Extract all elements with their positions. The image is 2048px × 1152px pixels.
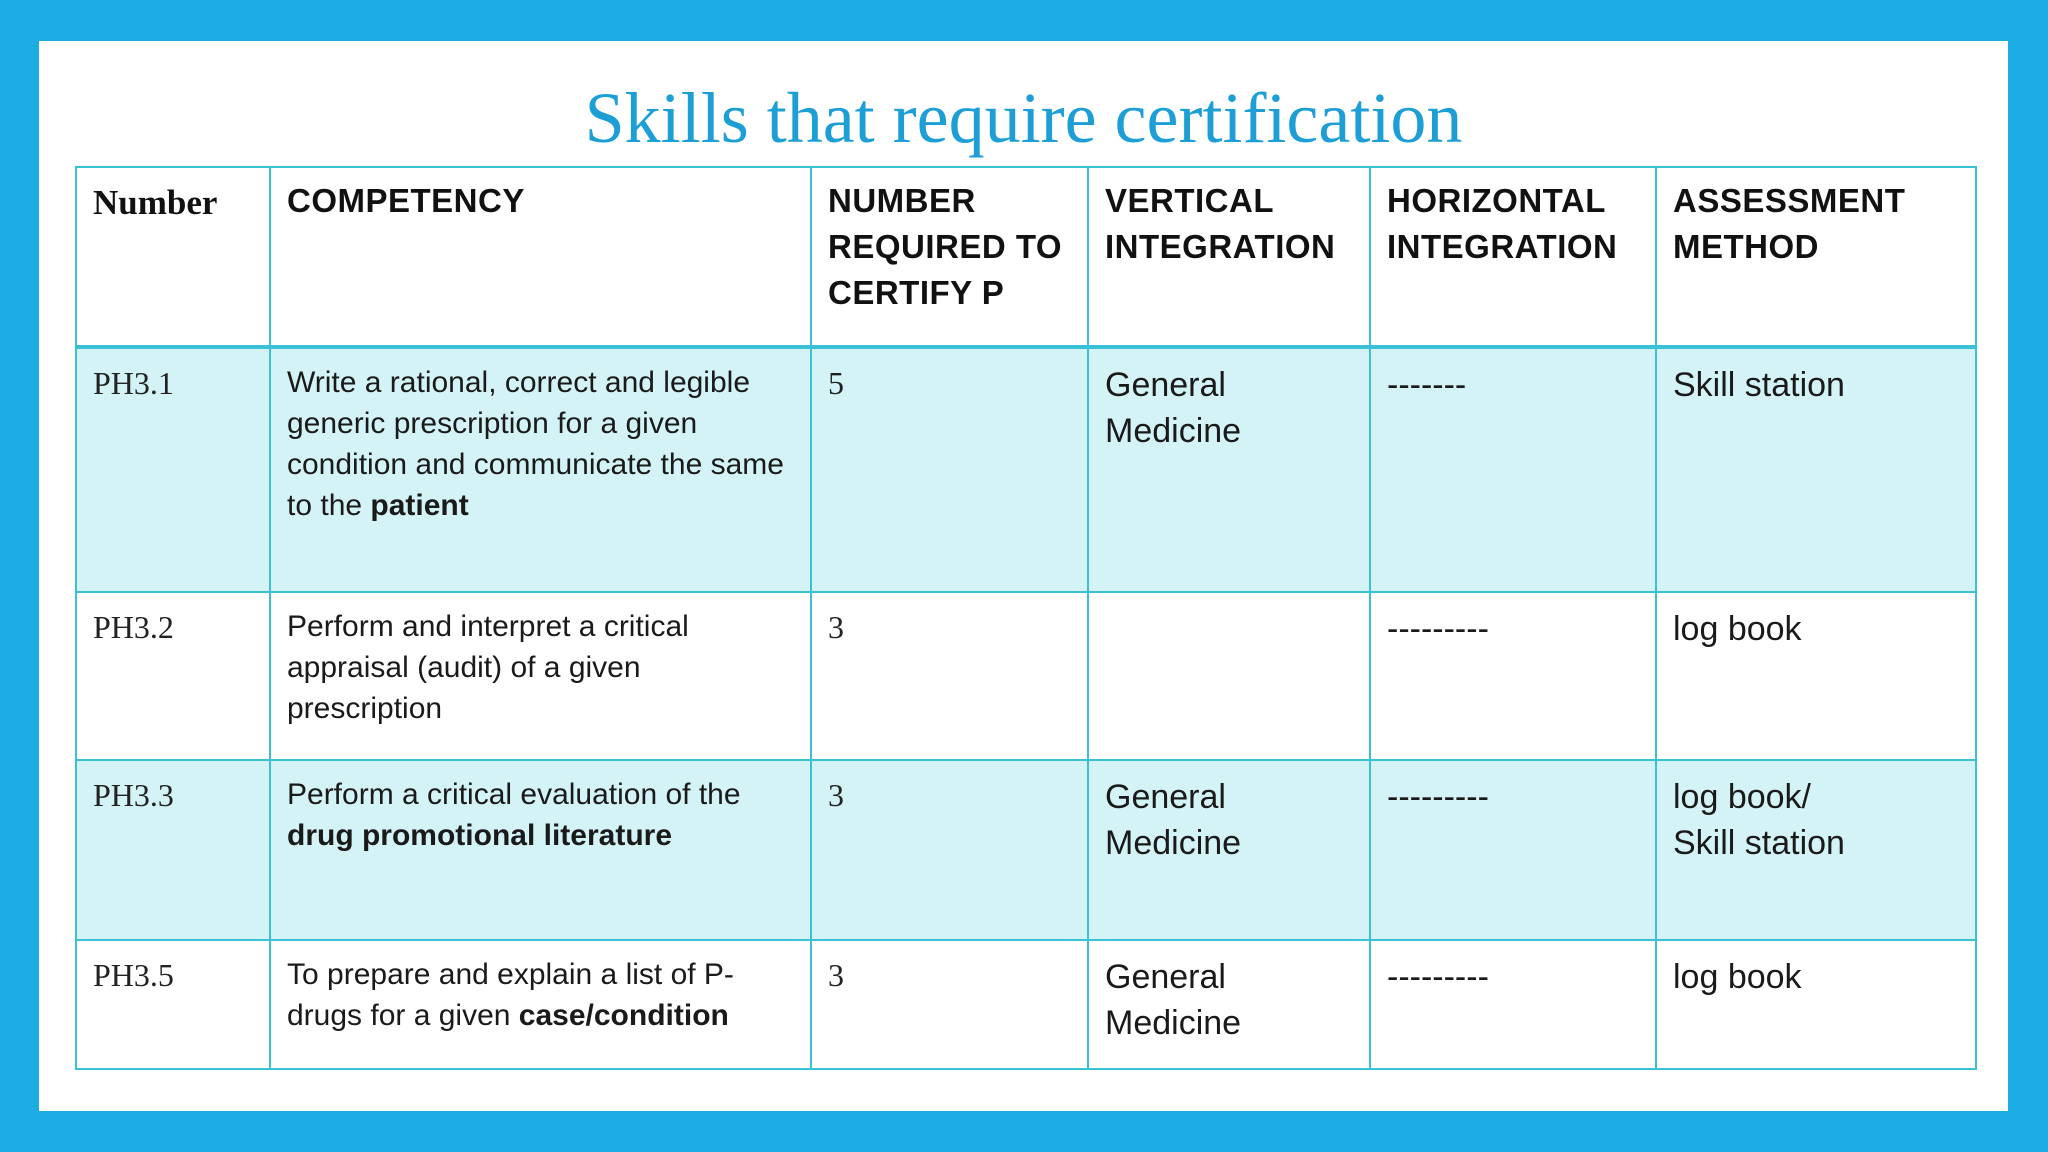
cell-code: PH3.3: [76, 760, 270, 940]
assessment-text: log book: [1673, 958, 1802, 996]
slide-title: Skills that require certification: [584, 78, 1463, 158]
cell-vertical-integration: General Medicine: [1088, 940, 1370, 1069]
cell-horizontal-integration: -------: [1370, 347, 1656, 592]
table-row: [76, 760, 1976, 940]
cell-assessment-method: [1656, 592, 1976, 760]
cell-number-required: 3: [811, 592, 1088, 760]
assessment-text-2: Skill station: [1673, 824, 1845, 862]
slide-canvas: [39, 41, 2008, 1111]
competency-text: Perform a critical evaluation of the: [287, 778, 741, 811]
cell-code: PH3.5: [76, 940, 270, 1069]
competency-bold-text: case/condition: [518, 999, 729, 1032]
cell-vertical-integration: General Medicine: [1088, 760, 1370, 940]
header-number: Number: [76, 167, 270, 347]
competency-text: Write a rational, correct and legible generic prescription for a given condition and communicate the same to the: [287, 366, 784, 522]
competency-text: Perform and interpret a critical appraisal (audit) of a given prescription: [287, 610, 689, 725]
cell-competency: [270, 760, 811, 940]
competency-text: To prepare and explain a list of P-drugs for a given: [287, 958, 734, 1032]
cell-vertical-integration: [1088, 592, 1370, 760]
cell-code: PH3.1: [76, 347, 270, 592]
cell-assessment-method: [1656, 347, 1976, 592]
header-number-required: NUMBER REQUIRED TO CERTIFY P: [811, 167, 1088, 347]
table-row: [76, 347, 1976, 592]
header-assessment-method: ASSESSMENT METHOD: [1656, 167, 1976, 347]
table-header-row: [76, 167, 1976, 347]
cell-vertical-integration: General Medicine: [1088, 347, 1370, 592]
certification-skills-table: [75, 166, 1977, 1070]
cell-competency: [270, 347, 811, 592]
cell-number-required: 3: [811, 760, 1088, 940]
cell-assessment-method: [1656, 940, 1976, 1069]
cell-number-required: 3: [811, 940, 1088, 1069]
cell-code: PH3.2: [76, 592, 270, 760]
header-vertical-integration: VERTICAL INTEGRATION: [1088, 167, 1370, 347]
cell-number-required: 5: [811, 347, 1088, 592]
assessment-text: log book: [1673, 610, 1802, 648]
cell-horizontal-integration: ---------: [1370, 940, 1656, 1069]
competency-bold-text: patient: [370, 489, 469, 522]
table-row: [76, 592, 1976, 760]
assessment-text: log book/: [1673, 778, 1811, 816]
assessment-text: Skill station: [1673, 366, 1845, 404]
cell-competency: [270, 940, 811, 1069]
competency-bold-text: drug promotional literature: [287, 819, 673, 852]
cell-horizontal-integration: ---------: [1370, 760, 1656, 940]
header-competency: COMPETENCY: [270, 167, 811, 347]
cell-assessment-method: [1656, 760, 1976, 940]
header-horizontal-integration: HORIZONTAL INTEGRATION: [1370, 167, 1656, 347]
cell-competency: [270, 592, 811, 760]
table-row: [76, 940, 1976, 1069]
cell-horizontal-integration: ---------: [1370, 592, 1656, 760]
